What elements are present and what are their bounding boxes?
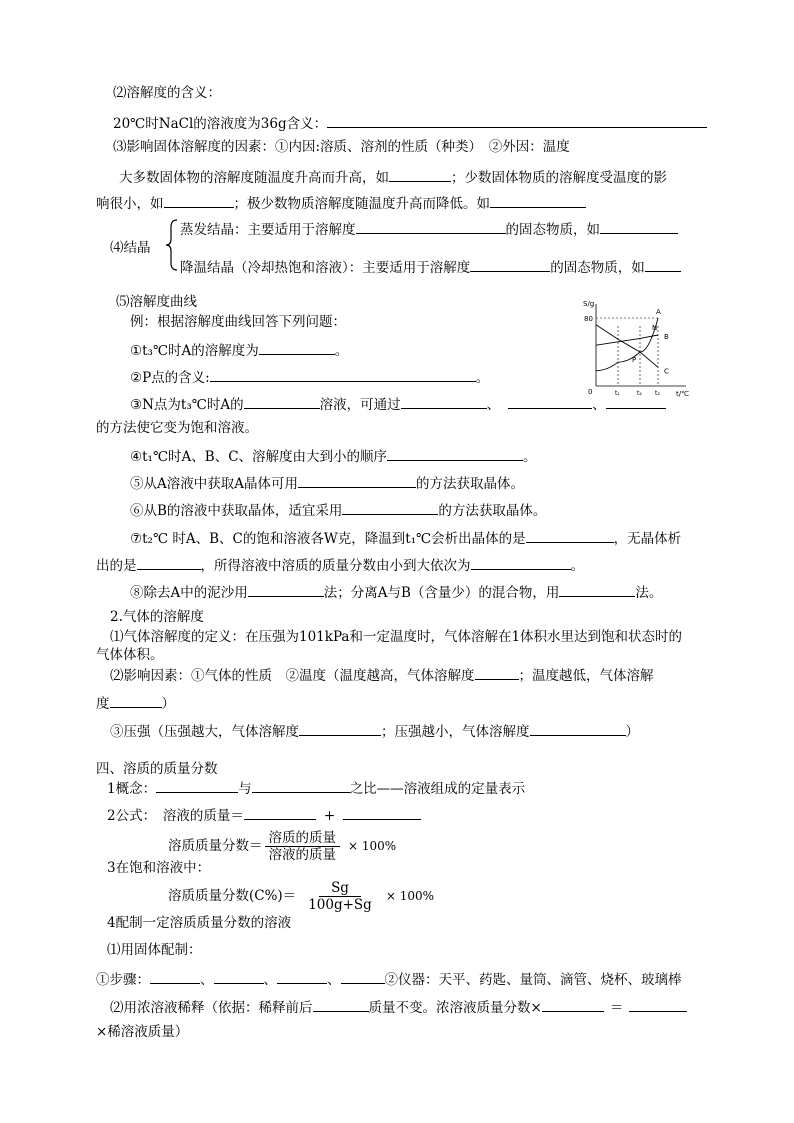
x-axis-label: t/℃ xyxy=(676,390,689,398)
y-axis-label: S/g xyxy=(583,300,595,308)
q1-end: 。 xyxy=(334,343,349,359)
q7b-text-b: ，所得溶液中溶质的质量分数由小到大依次为 xyxy=(200,558,471,574)
q7 xyxy=(130,528,681,548)
step-sep-1: 、 xyxy=(200,972,214,988)
formula-line xyxy=(107,805,421,825)
q2-text: ②P点的含义: xyxy=(130,370,210,386)
evap-text: 蒸发结晶：主要适用于溶解度 xyxy=(180,222,356,238)
solubility-chart xyxy=(578,296,708,406)
meaning-heading: ⑵溶解度的含义： xyxy=(113,85,221,101)
q3-sep: 、 xyxy=(486,397,501,413)
curve-label-A: A xyxy=(656,308,661,316)
dilute-blank-1[interactable] xyxy=(313,997,369,1012)
concept-text-c: 之比——溶液组成的定量表示 xyxy=(349,781,526,797)
dilute-blank-3[interactable] xyxy=(629,997,687,1012)
step-sep-2: 、 xyxy=(263,972,277,988)
sec4-title: 四、溶质的质量分数 xyxy=(96,761,218,777)
step-blank-2[interactable] xyxy=(214,969,264,984)
formula-text: 2公式： 溶液的质量＝ xyxy=(107,808,244,824)
frac1-tail: × 100% xyxy=(348,839,397,853)
q2-blank[interactable] xyxy=(210,367,476,382)
cool-example-blank[interactable] xyxy=(645,257,681,272)
q5 xyxy=(130,473,524,493)
few-blank[interactable] xyxy=(164,193,234,208)
q3-sep-2: 、 xyxy=(592,397,606,413)
q7-text-b: ，无晶体析 xyxy=(613,531,682,547)
frac2 xyxy=(304,880,376,913)
frac2-den: 100g+Sg xyxy=(308,897,372,913)
q3-text: ③N点为t₃℃时A的 xyxy=(130,397,244,413)
most-text: 大多数固体物的溶解度随温度升高而升高，如 xyxy=(119,170,389,186)
gas-press-blank-1[interactable] xyxy=(299,721,381,736)
frac1 xyxy=(265,830,341,863)
gas-press-text-b: ；压强越小，气体溶解度 xyxy=(381,724,530,740)
factors-line: ⑶影响固体溶解度的因素：①内因:溶质、溶剂的性质（种类） ②外因：温度 xyxy=(113,139,570,155)
step-sep-3: 、 xyxy=(327,972,341,988)
frac1-num: 溶质的质量 xyxy=(265,830,341,847)
gas-press-end: ） xyxy=(625,724,639,740)
q1-text: ①t₃℃时A的溶解度为 xyxy=(130,343,259,359)
sat-title: 3在饱和溶液中： xyxy=(107,860,211,876)
q7-text: ⑦t₂℃ 时A、B、C的饱和溶液各W克，降温到t₁℃会析出晶体的是 xyxy=(130,531,526,547)
frac1-label: 溶质质量分数＝ xyxy=(168,838,263,854)
x-tick-3: t₃ xyxy=(655,390,660,397)
gas-def2: 气体体积。 xyxy=(96,647,164,663)
q1 xyxy=(130,340,348,360)
curve-title: ⑸溶解度曲线 xyxy=(116,294,197,310)
evap-example-blank[interactable] xyxy=(600,219,678,234)
y-tick-0: 0 xyxy=(588,388,593,396)
q8-blank-1[interactable] xyxy=(248,582,324,597)
dilute-text: ⑵用浓溶液稀释（依据：稀释前后 xyxy=(110,1000,313,1016)
q4-blank[interactable] xyxy=(387,446,523,461)
dilute-eq: ＝ xyxy=(609,1000,624,1016)
step-blank-4[interactable] xyxy=(341,969,385,984)
q1-blank[interactable] xyxy=(259,340,335,355)
gas-press-text: ③压强（压强越大，气体溶解度 xyxy=(110,724,299,740)
x-tick-1: t₁ xyxy=(615,390,620,397)
x-tick-2: t₂ xyxy=(637,390,642,397)
q7b-end: 。 xyxy=(570,558,584,574)
steps-line xyxy=(96,969,682,989)
q7b-text: 出的是 xyxy=(96,558,137,574)
concept-blank-1[interactable] xyxy=(156,778,238,793)
gas-factor-text: ⑵影响因素：①气体的性质 ②温度（温度越高，气体溶解度 xyxy=(110,668,475,684)
steps-text: ①步骤： xyxy=(96,972,150,988)
cool-line xyxy=(180,257,681,277)
gas-factor xyxy=(110,665,654,685)
dilute-line2: ×稀溶液质量） xyxy=(96,1024,189,1040)
formula-plus: + xyxy=(323,808,336,824)
q4 xyxy=(130,446,537,466)
q3 xyxy=(130,394,666,414)
frac2-num: Sg xyxy=(319,880,361,897)
brace-icon xyxy=(165,219,179,271)
q6-text: ⑥从B的溶液中获取晶体，适宜采用 xyxy=(130,503,343,519)
q7-blank[interactable] xyxy=(526,528,614,543)
dilute-line xyxy=(110,997,687,1017)
q3-blank-3[interactable] xyxy=(508,394,592,409)
q8 xyxy=(130,582,662,602)
dilute-blank-2[interactable] xyxy=(542,997,604,1012)
step-blank-1[interactable] xyxy=(150,969,200,984)
cool-text-b: 的固态物质，如 xyxy=(550,260,645,276)
gas-press-blank-2[interactable] xyxy=(530,721,626,736)
q7b-blank-2[interactable] xyxy=(471,555,571,570)
decrease-blank[interactable] xyxy=(490,193,586,208)
q7b xyxy=(96,555,584,575)
q2 xyxy=(130,367,489,387)
gas-factor2-end: ） xyxy=(161,696,175,712)
q2-end: 。 xyxy=(475,370,490,386)
concept-line xyxy=(107,778,525,798)
nacl-text: 20℃时NaCl的溶液度为36g含义： xyxy=(113,116,328,132)
gas-factor-text-b: ；温度越低，气体溶解 xyxy=(518,668,654,684)
concept-text-b: 与 xyxy=(238,781,252,797)
dilute-text-b: 质量不变。浓溶液质量分数× xyxy=(368,1000,542,1016)
evap-text-b: 的固态物质，如 xyxy=(505,222,600,238)
gas-factor2 xyxy=(96,693,175,713)
most-line xyxy=(119,167,667,187)
nacl-blank[interactable] xyxy=(327,113,707,128)
cool-text: 降温结晶（冷却热饱和溶液）：主要适用于溶解度 xyxy=(180,260,471,276)
nacl-line xyxy=(113,113,707,133)
gas-factor2-text: 度 xyxy=(96,696,110,712)
most-blank[interactable] xyxy=(389,167,451,182)
q6-end: 的方法获取晶体。 xyxy=(438,503,547,519)
gas-def: ⑴气体溶解度的定义：在压强为101kPa和一定温度时，气体溶解在1体积水里达到饱和状态时的 xyxy=(110,629,683,645)
frac2-label: 溶质质量分数(C%)＝ xyxy=(168,888,297,904)
gas-title: 2.气体的溶解度 xyxy=(110,609,204,625)
curve-label-B: B xyxy=(664,333,669,341)
gas-temp-blank-2[interactable] xyxy=(110,693,162,708)
q6 xyxy=(130,500,546,520)
q6-blank[interactable] xyxy=(342,500,438,515)
point-label-P: P xyxy=(632,356,637,364)
prep-title: 4配制一定溶质质量分数的溶液 xyxy=(107,915,292,931)
q8-text-b: 法；分离A与B（含量少）的混合物，用 xyxy=(323,585,560,601)
q8-blank-2[interactable] xyxy=(559,582,635,597)
y-tick-80: 80 xyxy=(584,315,593,323)
solid-title: ⑴用固体配制： xyxy=(107,942,202,958)
q3b: 的方法使它变为饱和溶液。 xyxy=(96,420,258,436)
concept-text: 1概念： xyxy=(107,781,157,797)
q3-blank-2[interactable] xyxy=(401,394,487,409)
q8-text: ⑧除去A中的泥沙用 xyxy=(130,585,248,601)
q5-blank[interactable] xyxy=(298,473,416,488)
instruments-text: ②仪器：天平、药匙、量筒、滴管、烧杯、玻璃棒 xyxy=(384,972,682,988)
q5-text: ⑤从A溶液中获取A晶体可用 xyxy=(130,476,298,492)
frac2-line xyxy=(168,876,434,916)
evap-line xyxy=(180,219,678,239)
curve-label-C: C xyxy=(664,367,669,376)
evap-blank[interactable] xyxy=(356,219,506,234)
most-text-b: ；少数固体物质的溶解度受温度的影 xyxy=(451,170,667,186)
few-line xyxy=(96,193,586,213)
q8-end: 法。 xyxy=(635,585,663,601)
cool-blank[interactable] xyxy=(470,257,550,272)
example-line: 例：根据溶解度曲线回答下列问题： xyxy=(130,314,346,330)
q4-text: ④t₁℃时A、B、C、溶解度由大到小的顺序 xyxy=(130,449,388,465)
point-label-N: N xyxy=(652,324,658,332)
concept-blank-2[interactable] xyxy=(252,778,350,793)
cryst-label: ⑷结晶 xyxy=(110,240,151,256)
step-blank-3[interactable] xyxy=(277,969,327,984)
formula-blank-2[interactable] xyxy=(343,805,421,820)
q5-end: 的方法获取晶体。 xyxy=(416,476,524,492)
q3-text-b: 溶液，可通过 xyxy=(319,397,401,413)
few-text-b: ；极少数物质溶解度随温度升高而降低。如 xyxy=(233,196,490,212)
q7b-blank-1[interactable] xyxy=(137,555,201,570)
frac2-tail: × 100% xyxy=(385,889,435,903)
q3-blank-1[interactable] xyxy=(244,394,320,409)
formula-blank-1[interactable] xyxy=(244,805,316,820)
gas-press xyxy=(110,721,639,741)
gas-temp-blank-1[interactable] xyxy=(475,665,519,680)
q4-end: 。 xyxy=(523,449,537,465)
few-text: 响很小，如 xyxy=(96,196,164,212)
frac1-den: 溶液的质量 xyxy=(268,847,336,863)
q3-blank-4[interactable] xyxy=(606,394,666,409)
